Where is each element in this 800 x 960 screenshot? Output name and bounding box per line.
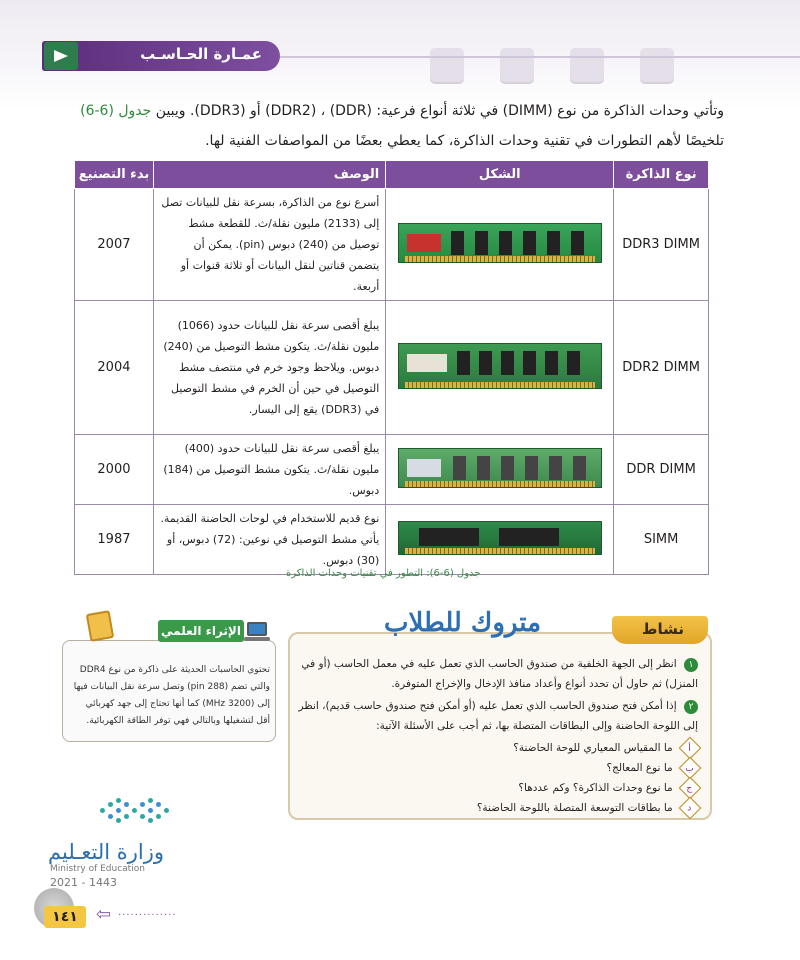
memory-image-cell (386, 189, 614, 301)
memory-type: DDR2 DIMM (614, 301, 709, 435)
simm-module-image (398, 521, 602, 555)
table-reference-link: جدول (6-6) (80, 103, 152, 119)
page-number: ١٤١ (44, 906, 86, 928)
memory-year: 2007 (75, 189, 154, 301)
ministry-name-english: Ministry of Education (50, 864, 145, 874)
header-type: نوع الذاكرة (614, 161, 709, 189)
question-text: ما نوع المعالج؟ (606, 762, 673, 774)
activity-item (294, 654, 698, 694)
arrow-right-icon (44, 42, 78, 70)
memory-year: 2004 (75, 301, 154, 435)
question-item (294, 758, 698, 778)
memory-description: أسرع نوع من الذاكرة، بسرعة نقل للبيانات تصل إلى (2133) مليون نقلة/ث. للقطعة مشط توصيل من (240) دبوس (pin). يمكن أن يتضمن قناتين لنقل البيانات أو ثلاثة قنوات أو أربعة. (153, 189, 385, 301)
activity-box (288, 632, 712, 820)
header-description: الوصف (153, 161, 385, 189)
question-item (294, 778, 698, 798)
question-letter: أ (679, 737, 702, 760)
table-caption: جدول (6-6): التطور في تقنيات وحدات الذاكرة (286, 568, 481, 579)
chapter-title: عمـارة الحـاسـب (140, 45, 262, 63)
item-number: ٢ (684, 700, 698, 714)
memory-description: يبلغ أقصى سرعة نقل للبيانات حدود (1066) مليون نقلة/ث. يتكون مشط التوصيل من (240) دبوس. ويلاحظ وجود خرم في منتصف مشط التوصيل في حين أن الخرم في مشط التوصيل في (DDR3) يقع إلى اليسار. (153, 301, 385, 435)
question-text: ما المقياس المعياري للوحة الحاضنة؟ (513, 742, 673, 754)
activity-item-text: انظر إلى الجهة الخلفية من صندوق الحاسب الذي تعمل عليه في معمل الحاسب (أو في المنزل) ثم حاول أن تحدد أنواع وأعداد منافذ الإدخال والإخراج المتوفرة. (301, 658, 698, 690)
activity-item-text: إذا أمكن فتح صندوق الحاسب الذي تعمل عليه (أو أمكن فتح صندوق حاسب قديم)، انظر إلى اللوحة الحاضنة وإلى البطاقات المتصلة بها، ثم أجب على الأسئلة الآتية: (298, 700, 698, 732)
question-letter: ب (679, 757, 702, 780)
table-row (75, 189, 709, 301)
memory-year: 1987 (75, 505, 154, 575)
table-row (75, 301, 709, 435)
header-divider (280, 56, 800, 58)
ministry-logo-icon (100, 798, 170, 828)
intro-line-1: وتأتي وحدات الذاكرة من نوع (DIMM) في ثلاثة أنواع فرعية: (DDR) ، (DDR2) أو (DDR3). ويبين (155, 103, 724, 119)
activity-item (294, 696, 698, 736)
memory-year: 2000 (75, 435, 154, 505)
intro-paragraph (60, 96, 724, 156)
memory-type: SIMM (614, 505, 709, 575)
enrichment-banner: الإثراء العلمي (158, 620, 244, 642)
header-year: بدء التصنيع (75, 161, 154, 189)
table-row (75, 505, 709, 575)
ddr3-module-image (398, 223, 602, 263)
folder-icon (86, 610, 114, 642)
ddr2-module-image (398, 343, 602, 389)
table-row (75, 435, 709, 505)
question-letter: ج (679, 777, 702, 800)
activity-title: متروك للطلاب (384, 608, 542, 638)
keyboard-key-decoration (500, 48, 534, 82)
item-number: ١ (684, 658, 698, 672)
ddr-module-image (398, 448, 602, 488)
question-item (294, 798, 698, 818)
ministry-name-arabic: وزارة التعـليم (48, 840, 165, 864)
memory-types-table (74, 160, 709, 575)
question-text: ما بطاقات التوسعة المتصلة باللوحة الحاضنة؟ (476, 802, 673, 814)
keyboard-key-decoration (430, 48, 464, 82)
keyboard-key-decoration (640, 48, 674, 82)
memory-image-cell (386, 435, 614, 505)
memory-type: DDR3 DIMM (614, 189, 709, 301)
ministry-year: 2021 - 1443 (50, 876, 117, 889)
table-header-row (75, 161, 709, 189)
activity-tab (612, 616, 708, 644)
activity-tab-label: نشاط (641, 620, 684, 638)
dotted-line-decoration: ·············· (118, 910, 177, 921)
memory-image-cell (386, 505, 614, 575)
question-text: ما نوع وحدات الذاكرة؟ وكم عددها؟ (518, 782, 673, 794)
header-shape: الشكل (386, 161, 614, 189)
arrow-left-icon: ⇦ (96, 904, 112, 925)
question-item (294, 738, 698, 758)
memory-description: نوع قديم للاستخدام في لوحات الحاضنة القديمة. يأتي مشط التوصيل في نوعين: (72) دبوس، أو (30) دبوس. (153, 505, 385, 575)
laptop-icon (244, 622, 270, 642)
question-letter: د (679, 797, 702, 820)
keyboard-key-decoration (570, 48, 604, 82)
intro-line-2: تلخيصًا لأهم التطورات في تقنية وحدات الذاكرة، كما يعطي بعضًا من المواصفات الفنية لها. (205, 133, 724, 149)
memory-type: DDR DIMM (614, 435, 709, 505)
enrichment-text: تحتوي الحاسبات الحديثة على ذاكرة من نوع DDR4 والتي تضم (288 pin) وتصل سرعة نقل البيانات فيها إلى (3200 MHz) كما أنها تحتاج إلى جهد كهربائي أقل لتشغيلها وبالتالي فهي توفر الطاقة الكهربائية. (73, 665, 270, 726)
memory-description: يبلغ أقصى سرعة نقل للبيانات حدود (400) مليون نقلة/ث. يتكون مشط التوصيل من (184) دبوس. (153, 435, 385, 505)
memory-image-cell (386, 301, 614, 435)
